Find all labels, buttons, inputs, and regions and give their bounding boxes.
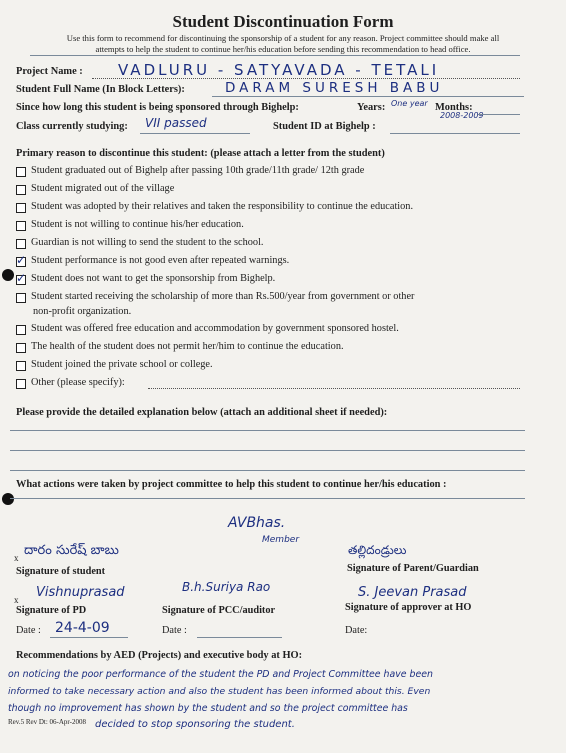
- reasons-heading: Primary reason to discontinue this student: (please attach a letter from the student): [16, 148, 385, 159]
- reason-item[interactable]: [16, 237, 264, 249]
- student-id-line: [390, 133, 520, 134]
- reason-checkbox[interactable]: [16, 167, 26, 177]
- recommendation-line: though no improvement has shown by the student and so the project committee has: [8, 703, 408, 714]
- reason-item[interactable]: [16, 291, 414, 303]
- student-name-value[interactable]: DARAM SURESH BABU: [225, 80, 444, 96]
- reason-text: Other (please specify):: [31, 377, 125, 388]
- approver-signature: S. Jeevan Prasad: [358, 585, 467, 600]
- reason-item[interactable]: [16, 273, 275, 285]
- punch-hole: [2, 269, 14, 281]
- check-mark-icon: ✓: [16, 253, 27, 267]
- reason-item[interactable]: [16, 377, 125, 389]
- reason-checkbox[interactable]: [16, 325, 26, 335]
- student-name-line: [212, 96, 524, 97]
- other-specify-line[interactable]: [148, 388, 520, 389]
- reason-item[interactable]: [16, 201, 413, 213]
- parent-signature: తల్లిదండ్రులు: [348, 543, 407, 557]
- months-value[interactable]: 2008-2009: [440, 111, 484, 120]
- ho-date-label: Date:: [345, 625, 368, 636]
- reason-checkbox[interactable]: [16, 221, 26, 231]
- member-label: Member: [262, 535, 300, 545]
- reason-checkbox-checked[interactable]: [16, 271, 27, 285]
- reason-checkbox[interactable]: [16, 239, 26, 249]
- years-label: Years:: [357, 102, 386, 113]
- reason-checkbox[interactable]: [16, 185, 26, 195]
- actions-line[interactable]: [10, 498, 525, 499]
- student-id-label: Student ID at Bighelp :: [273, 121, 376, 132]
- reason-text-continued: non-profit organization.: [33, 306, 132, 317]
- reason-checkbox[interactable]: [16, 343, 26, 353]
- form-title: Student Discontinuation Form: [172, 12, 394, 31]
- project-name-line: [92, 78, 520, 79]
- reason-text: Guardian is not willing to send the student to the school.: [31, 237, 264, 248]
- member-signature: AVBhas.: [228, 515, 286, 531]
- reason-item[interactable]: [16, 341, 344, 353]
- explanation-label: Please provide the detailed explanation below (attach an additional sheet if needed):: [16, 407, 388, 418]
- reason-text: Student was offered free education and accommodation by government sponsored hostel.: [31, 323, 399, 334]
- recommendation-line: on noticing the poor performance of the student the PD and Project Committee have been: [8, 669, 433, 680]
- reason-checkbox[interactable]: [16, 203, 26, 213]
- reason-checkbox[interactable]: [16, 293, 26, 303]
- pcc-signature: B.h.Suriya Rao: [182, 580, 271, 594]
- since-label: Since how long this student is being sponsored through Bighelp:: [16, 102, 299, 113]
- pcc-date-label: Date :: [162, 625, 187, 636]
- reason-item[interactable]: [16, 219, 244, 231]
- project-name-label: Project Name :: [16, 66, 83, 77]
- reason-text: Student started receiving the scholarship of more than Rs.500/year from government or other: [31, 291, 415, 302]
- reason-item[interactable]: [16, 165, 364, 177]
- recommendation-line: informed to take necessary action and also the student has been informed about this. Even: [8, 686, 431, 697]
- reason-text: Student performance is not good even after repeated warnings.: [31, 255, 290, 266]
- pd-signature-label: Signature of PD: [16, 605, 87, 616]
- reason-text: Student does not want to get the sponsorship from Bighelp.: [31, 273, 276, 284]
- reason-checkbox[interactable]: [16, 379, 26, 389]
- student-name-label: Student Full Name (In Block Letters):: [16, 84, 185, 95]
- student-signature: దారం సురేష్ బాబు: [24, 543, 119, 558]
- pd-signature: Vishnuprasad: [36, 585, 125, 600]
- punch-hole: [2, 493, 14, 505]
- reason-text: The health of the student does not permit her/him to continue the education.: [31, 341, 344, 352]
- reason-checkbox[interactable]: [16, 361, 26, 371]
- explanation-line[interactable]: [10, 450, 525, 451]
- recommendations-label: Recommendations by AED (Projects) and executive body at HO:: [16, 650, 303, 661]
- intro-underline: [30, 55, 520, 56]
- explanation-line[interactable]: [10, 430, 525, 431]
- months-line: [478, 114, 520, 115]
- reason-checkbox-checked[interactable]: [16, 253, 27, 267]
- class-value[interactable]: VII passed: [145, 116, 207, 130]
- class-line: [140, 133, 250, 134]
- reason-item[interactable]: [16, 323, 399, 335]
- date-label: Date :: [16, 625, 41, 636]
- date-value[interactable]: 24-4-09: [55, 620, 110, 636]
- parent-signature-label: Signature of Parent/Guardian: [347, 563, 479, 574]
- revision-footer: Rev.5 Rev Dt: 06-Apr-2008: [8, 718, 86, 726]
- approver-signature-label: Signature of approver at HO: [345, 602, 472, 613]
- pcc-date-line: [197, 637, 282, 638]
- intro-line-1: Use this form to recommend for discontinuing the sponsorship of a student for any reason. Project committee should make all: [66, 33, 500, 43]
- reason-item[interactable]: [16, 255, 289, 267]
- years-value[interactable]: One year: [391, 99, 428, 108]
- x-mark: x: [14, 595, 19, 605]
- months-label: Months:: [435, 102, 473, 113]
- reason-text: Student migrated out of the village: [31, 183, 175, 194]
- pcc-signature-label: Signature of PCC/auditor: [162, 605, 276, 616]
- reason-text: Student is not willing to continue his/her education.: [31, 219, 244, 230]
- date-line: [50, 637, 128, 638]
- reason-text: Student joined the private school or college.: [31, 359, 213, 370]
- check-mark-icon: ✓: [16, 271, 27, 285]
- intro-line-2: attempts to help the student to continue her/his education before sending this recommendation to head office.: [95, 44, 471, 54]
- explanation-line[interactable]: [10, 470, 525, 471]
- project-name-value[interactable]: VADLURU - SATYAVADA - TETALI: [118, 61, 440, 79]
- class-label: Class currently studying:: [16, 121, 128, 132]
- student-signature-label: Signature of student: [16, 566, 106, 577]
- reason-item[interactable]: [16, 183, 174, 195]
- recommendation-line: decided to stop sponsoring the student.: [95, 719, 295, 730]
- x-mark: x: [14, 553, 19, 563]
- actions-label: What actions were taken by project committee to help this student to continue her/his education :: [16, 479, 447, 490]
- reason-text: Student was adopted by their relatives and taken the responsibility to continue the education.: [31, 201, 414, 212]
- reason-text: Student graduated out of Bighelp after passing 10th grade/11th grade/ 12th grade: [31, 165, 365, 176]
- reason-item[interactable]: [16, 359, 213, 371]
